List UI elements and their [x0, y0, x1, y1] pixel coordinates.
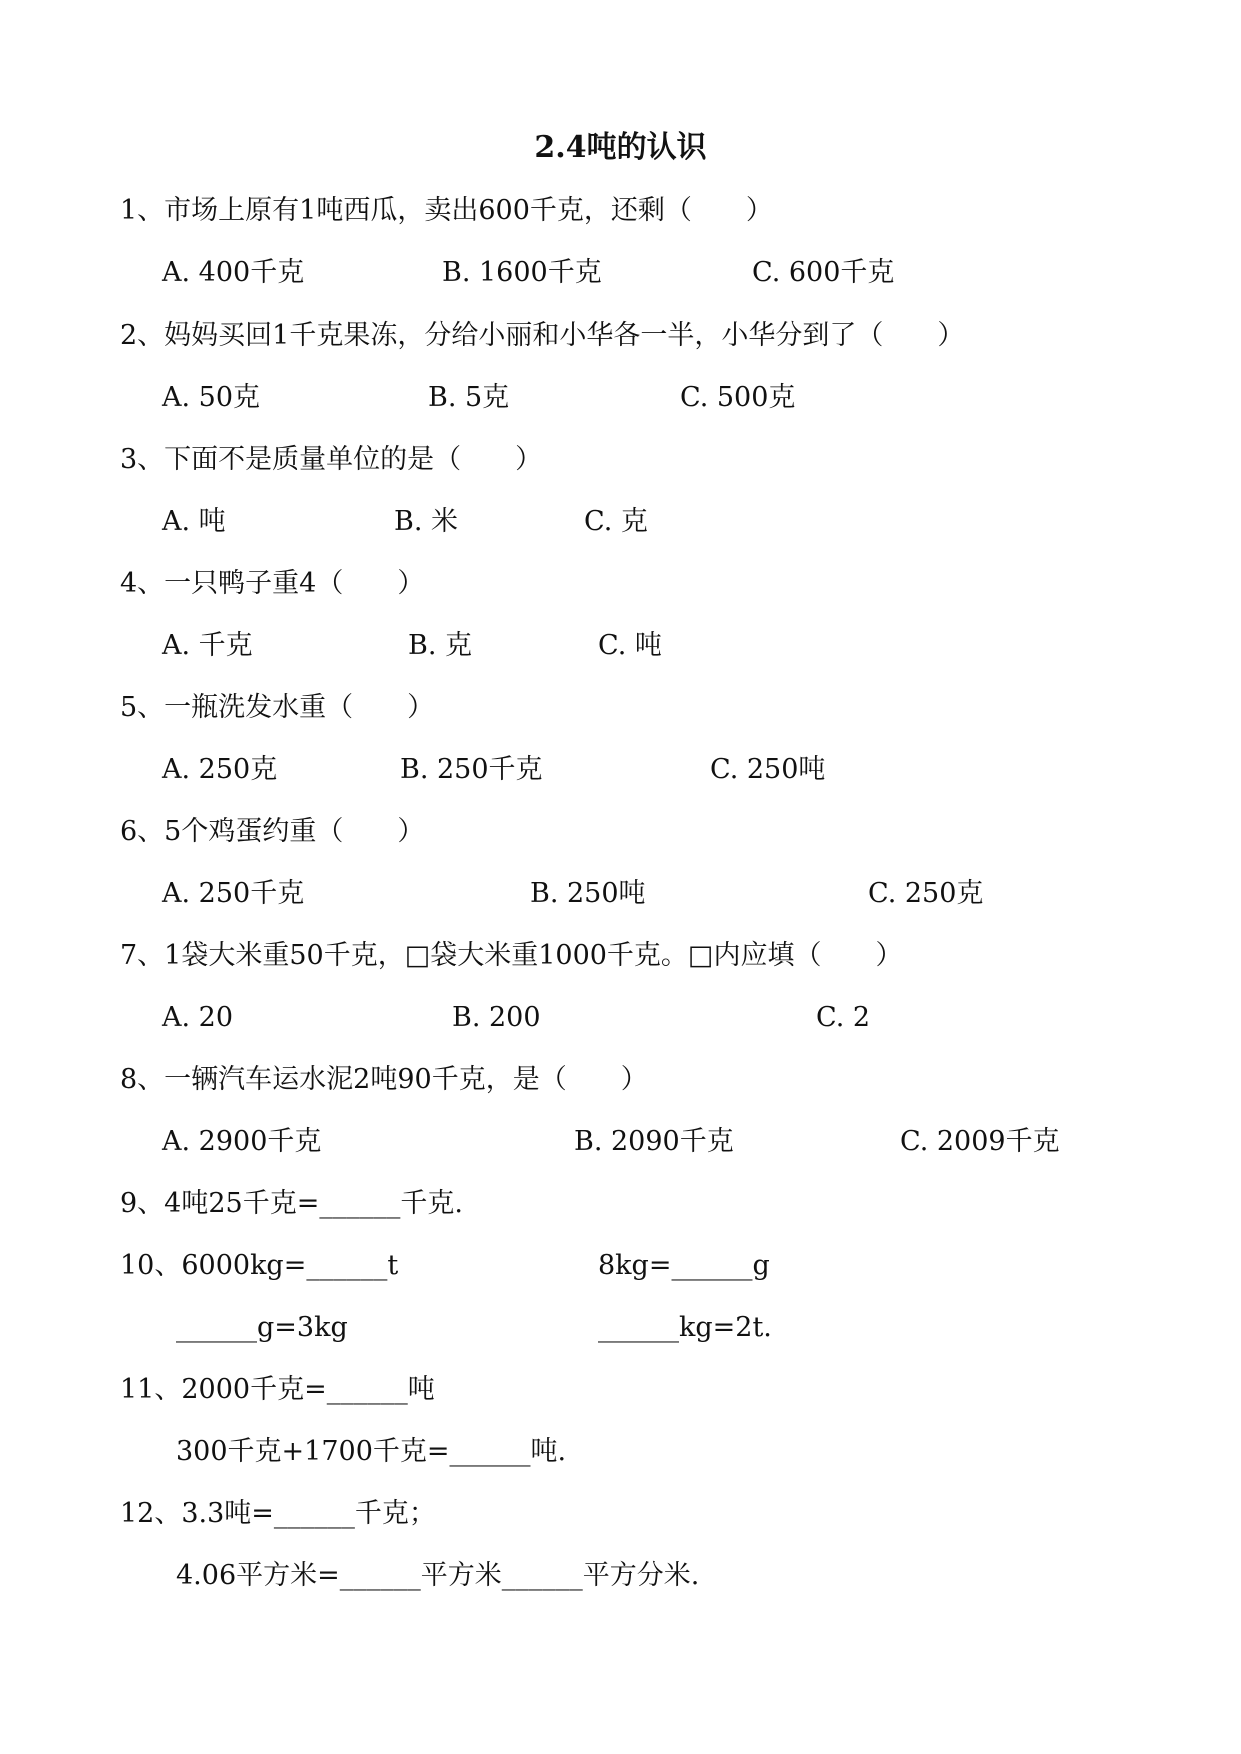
question-4-option-c: C. 吨: [598, 630, 662, 661]
question-3-option-c: C. 克: [584, 506, 648, 537]
question-2-stem: 2、妈妈买回1千克果冻，分给小丽和小华各一半，小华分到了（ ）: [120, 320, 965, 351]
question-11-part-a: 11、2000千克=______吨: [120, 1374, 435, 1405]
question-8-option-b: B. 2090千克: [574, 1126, 734, 1157]
question-2-option-b: B. 5克: [428, 382, 510, 413]
question-7-stem: 7、1袋大米重50千克，□袋大米重1000千克。□内应填（ ）: [120, 940, 903, 971]
question-6-option-b: B. 250吨: [530, 878, 646, 909]
question-11-part-b: 300千克+1700千克=______吨.: [176, 1436, 567, 1467]
question-5-option-b: B. 250千克: [400, 754, 543, 785]
question-2-option-a: A. 50克: [162, 382, 261, 413]
question-10-part-c: ______g=3kg: [176, 1312, 348, 1343]
question-3-option-b: B. 米: [394, 506, 459, 537]
question-10-part-b: 8kg=______g: [598, 1250, 770, 1281]
question-5-option-c: C. 250吨: [710, 754, 826, 785]
question-6-option-a: A. 250千克: [162, 878, 305, 909]
question-3-option-a: A. 吨: [162, 506, 226, 537]
question-7-option-c: C. 2: [816, 1002, 871, 1033]
question-4-option-b: B. 克: [408, 630, 473, 661]
question-1-option-a: A. 400千克: [162, 257, 305, 288]
question-1-option-b: B. 1600千克: [442, 257, 602, 288]
question-5-option-a: A. 250克: [162, 754, 278, 785]
question-9: 9、4吨25千克=______千克.: [120, 1188, 463, 1219]
question-5-stem: 5、一瓶洗发水重（ ）: [120, 692, 435, 723]
question-1-stem: 1、市场上原有1吨西瓜，卖出600千克，还剩（ ）: [120, 195, 773, 226]
question-3-stem: 3、下面不是质量单位的是（ ）: [120, 444, 543, 475]
question-4-option-a: A. 千克: [162, 630, 253, 661]
question-8-stem: 8、一辆汽车运水泥2吨90千克，是（ ）: [120, 1064, 648, 1095]
question-6-option-c: C. 250克: [868, 878, 984, 909]
question-1-option-c: C. 600千克: [752, 257, 895, 288]
question-10-part-a: 10、6000kg=______t: [120, 1250, 399, 1281]
question-12-part-a: 12、3.3吨=______千克；: [120, 1498, 436, 1529]
question-10-part-d: ______kg=2t.: [598, 1312, 772, 1343]
question-8-option-c: C. 2009千克: [900, 1126, 1060, 1157]
question-2-option-c: C. 500克: [680, 382, 796, 413]
question-12-part-b: 4.06平方米=______平方米______平方分米.: [176, 1560, 700, 1591]
question-7-option-b: B. 200: [452, 1002, 541, 1033]
question-6-stem: 6、5个鸡蛋约重（ ）: [120, 816, 425, 847]
question-4-stem: 4、一只鸭子重4（ ）: [120, 568, 425, 599]
question-7-option-a: A. 20: [162, 1002, 234, 1033]
question-8-option-a: A. 2900千克: [162, 1126, 322, 1157]
page-title: 2.4吨的认识: [534, 130, 707, 165]
